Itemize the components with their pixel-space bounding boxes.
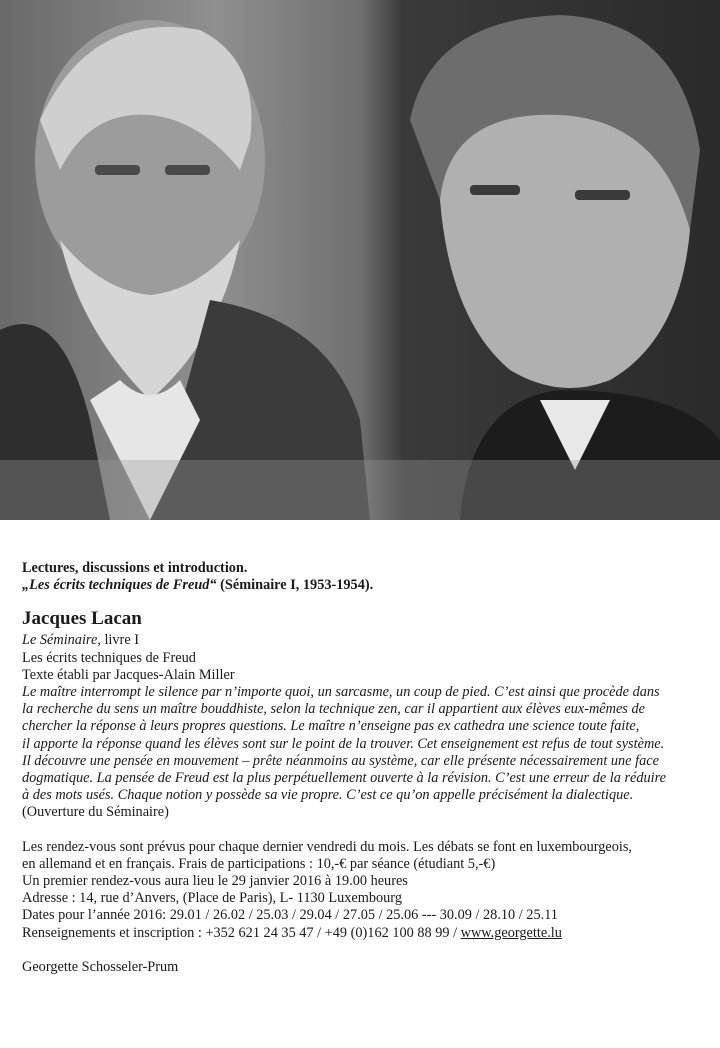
book-volume: livre I	[100, 632, 139, 649]
signature: Georgette Schosseler-Prum	[22, 958, 179, 975]
seminar-title: „Les écrits techniques de Freud“	[22, 577, 217, 594]
flyer-text	[22, 560, 718, 976]
contact-phones: Renseignements et inscription : +352 621 24 35 47 / +49 (0)162 100 88 99 /	[22, 924, 461, 941]
schedule-info: Les rendez-vous sont prévus pour chaque dernier vendredi du mois. Les débats se font en luxembourgeois,	[22, 838, 632, 855]
website-link[interactable]: www.georgette.lu	[460, 924, 562, 941]
quote-line: Le maître interrompt le silence par n’importe quoi, un sarcasme, un coup de pied. C’est ainsi que procède dans	[22, 684, 660, 701]
quote-line: la recherche du sens un maître bouddhiste, selon la technique zen, car il appartient aux élèves eux-mêmes de	[22, 701, 645, 718]
contact-line	[22, 925, 718, 942]
quote-line: à des mots usés. Chaque notion y possède sa vie propre. C’est ce qu’on appelle précisément la dialectique.	[22, 787, 634, 804]
quote-line: chercher la réponse à leurs propres questions. Le maître n’enseigne pas ex cathedra une science toute faite,	[22, 718, 640, 735]
language-and-fees: en allemand et en français. Frais de participations : 10,-€ par séance (étudiant 5,-€)	[22, 855, 496, 872]
quote-line: Il découvre une pensée en mouvement – prête néanmoins au système, car elle présente nécessairement une face	[22, 752, 659, 769]
intro-line: Lectures, discussions et introduction.	[22, 560, 248, 576]
book-title: Les écrits techniques de Freud	[22, 649, 196, 666]
left-portrait	[0, 20, 370, 520]
book-editor: Texte établi par Jacques-Alain Miller	[22, 666, 235, 683]
header-photo	[0, 0, 720, 520]
book-series: Le Séminaire,	[22, 632, 101, 649]
dates-2016: Dates pour l’année 2016: 29.01 / 26.02 / 25.03 / 29.04 / 27.05 / 25.06 --- 30.09 / 28.10 / 25.11	[22, 907, 558, 924]
quote-source: (Ouverture du Séminaire)	[22, 804, 169, 821]
author-name: Jacques Lacan	[22, 608, 142, 630]
portraits-illustration	[0, 0, 720, 520]
quote-line: dogmatique. La pensée de Freud est la plus perpétuellement ouverte à la révision. C’est une erreur de la réduire	[22, 770, 667, 787]
address: Adresse : 14, rue d’Anvers, (Place de Paris), L- 1130 Luxembourg	[22, 890, 402, 907]
first-meeting: Un premier rendez-vous aura lieu le 29 janvier 2016 à 19.00 heures	[22, 873, 408, 890]
seminar-reference: (Séminaire I, 1953-1954).	[220, 577, 374, 594]
right-portrait	[410, 15, 720, 520]
quote-line: il apporte la réponse quand les élèves sont sur le point de la trouver. Cet enseignement est refus de tout système.	[22, 735, 665, 752]
book-series-line	[22, 632, 718, 649]
seminar-title-line	[22, 577, 718, 594]
